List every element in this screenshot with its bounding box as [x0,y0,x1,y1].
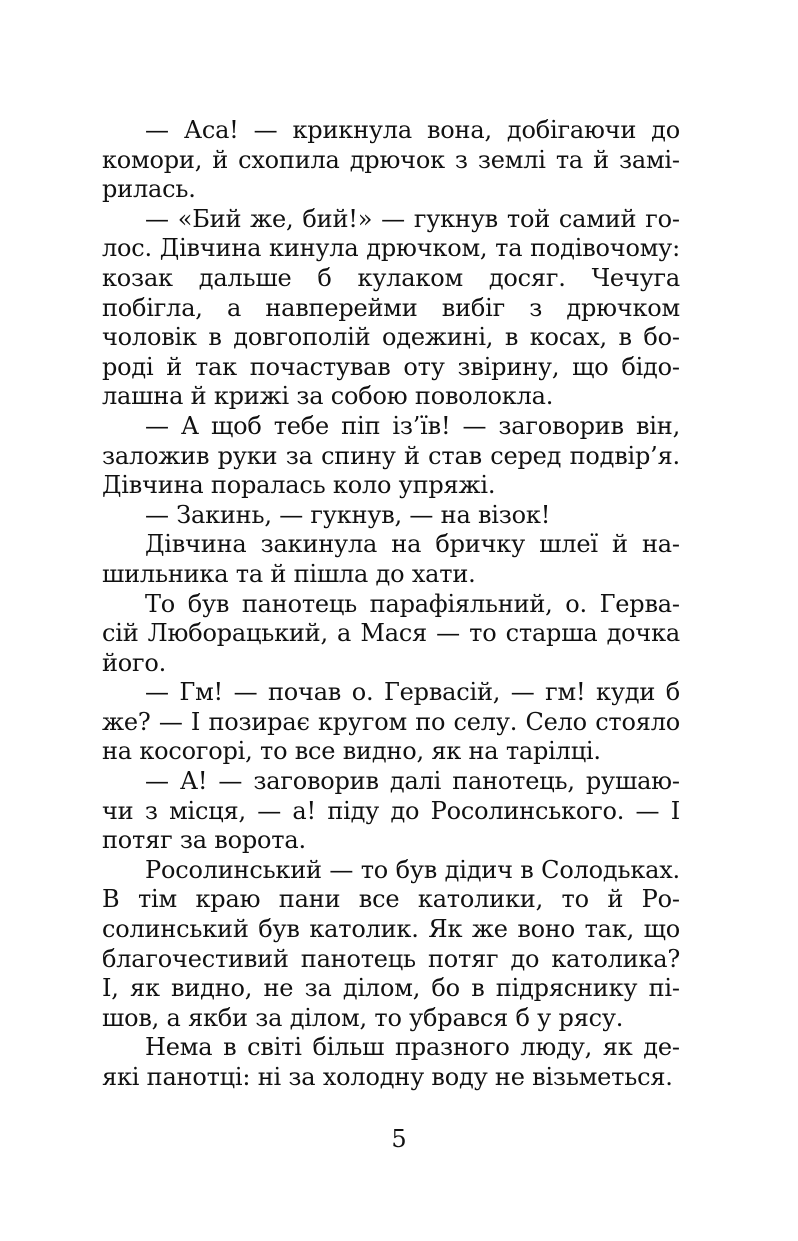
paragraph: Дівчина закинула на бричку шлеї й нашильника та й пішла до хати. [102,530,680,588]
paragraph: — Гм! — почав о. Гервасій, — гм! куди б же? — І позирає кругом по селу. Село стояло на косогорі, то все видно, як на тарілці. [102,678,680,766]
paragraph: — А! — заговорив далі панотець, рушаючи з місця, — а! піду до Росолинського. — І потяг за ворота. [102,767,680,855]
paragraph: То був панотець парафіяльний, о. Гервасій Люборацький, а Мася — то старша дочка його. [102,589,680,677]
page-number: 5 [391,1125,407,1153]
paragraph: — А щоб тебе піп із’їв! — заговорив він, заложив руки за спину й став серед подвір’я. Дівчина поралась коло упряжі. [102,411,680,500]
paragraph: Нема в світі більш празного люду, як деякі панотці: ні за холодну воду не візьметься. [102,1033,680,1091]
page-body [102,116,680,1093]
paragraph: — «Бий же, бий!» — гукнув той самий голос. Дівчина кинула дрючком, та подівочому: козак дальше б кулаком досяг. Чечуга побігла, а навперейми вибіг з дрючком чоловік в довгополій одежині, в косах, в бороді й так почастував оту звірину, що бідолашна й крижі за собою поволокла. [102,204,680,411]
paragraph: — Закинь, — гукнув, — на візок! [145,500,551,529]
paragraph: — Аса! — крикнула вона, добігаючи до комори, й схопила дрючок з землі та й замірилась. [102,116,680,204]
paragraph: Росолинський — то був дідич в Солодьках. В тім краю пани все католики, то й Росолинський був католик. Як же воно так, що благочестивий панотець потяг до католика? І, як видно, не за ділом, бо в підряснику пішов, а якби за ділом, то убрався б у рясу. [102,855,680,1032]
